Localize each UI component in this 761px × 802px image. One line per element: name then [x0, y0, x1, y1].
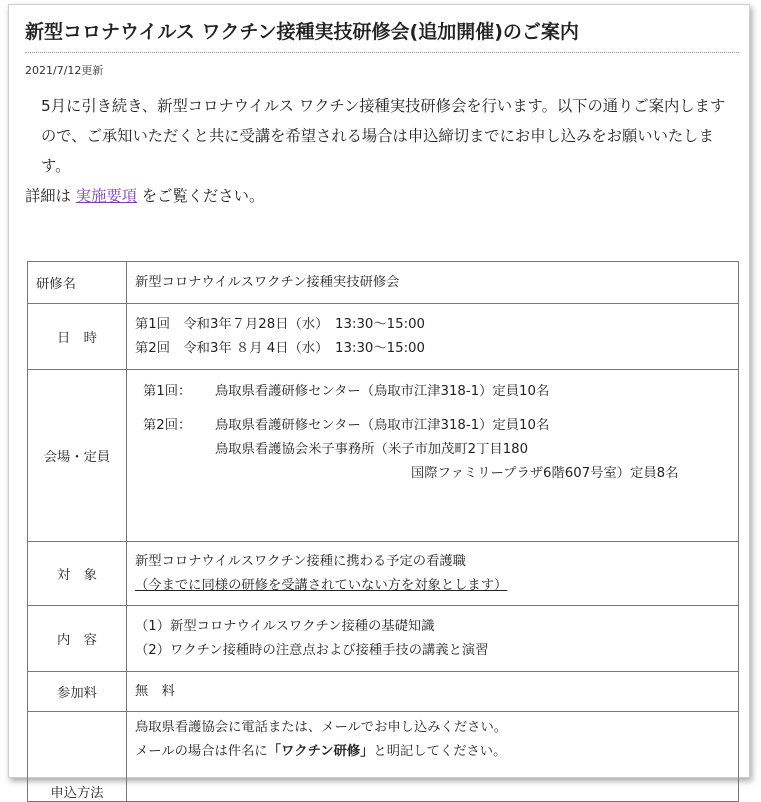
table-row-name	[28, 262, 739, 304]
details-line	[25, 181, 737, 211]
details-suffix: をご覧ください。	[141, 187, 265, 205]
apply-line-1: 鳥取県看護協会に電話または、メールでお申し込みください。	[135, 720, 508, 735]
seminar-info-table	[27, 261, 739, 802]
venue-session-2-line3	[135, 462, 738, 486]
datetime-line-1: 第1回 令和3年７月28日（水） 13:30～15:00	[135, 316, 425, 332]
venue-s1-key: 第1回：	[143, 384, 192, 399]
label-datetime: 日 時	[28, 304, 127, 370]
venue-s2-value1: 鳥取県看護研修センター（鳥取市江津318-1）定員10名	[215, 418, 550, 433]
target-line-2: （今までに同様の研修を受講されていない方を対象とします）	[135, 577, 508, 593]
apply-line-2-prefix: メールの場合は件名に	[135, 744, 268, 759]
label-fee: 参加料	[28, 672, 127, 712]
venue-session-1	[135, 380, 738, 404]
label-seminar-name: 研修名	[28, 262, 127, 304]
content-line-2: （2）ワクチン接種時の注意点および接種手技の講義と演習	[135, 642, 489, 658]
guidelines-link[interactable]: 実施要項	[75, 187, 137, 205]
value-datetime	[127, 304, 739, 370]
value-content	[127, 606, 739, 672]
table-row-target	[28, 542, 739, 606]
details-prefix: 詳細は	[25, 187, 71, 205]
target-line-1: 新型コロナウイルスワクチン接種に携わる予定の看護職	[135, 553, 466, 569]
table-row-content	[28, 606, 739, 672]
page-title: 新型コロナウイルス ワクチン接種実技研修会(追加開催)のご案内	[25, 17, 739, 53]
value-target	[127, 542, 739, 606]
label-venue: 会場・定員	[28, 370, 127, 542]
updated-date: 2021/7/12更新	[25, 64, 104, 77]
label-content: 内 容	[28, 606, 127, 672]
venue-session-2	[135, 414, 738, 438]
intro-text	[25, 91, 737, 211]
label-target: 対 象	[28, 542, 127, 606]
intro-paragraph: 5月に引き続き、新型コロナウイルス ワクチン接種実技研修会を行います。以下の通りご案内しますので、ご承知いただくと共に受講を希望される場合は申込締切までにお申し込みをお願いいたします。	[41, 97, 726, 175]
table-row-venue	[28, 370, 739, 542]
apply-line-2	[135, 740, 738, 764]
datetime-line-2: 第2回 令和3年 ８月 4日（水） 13:30～15:00	[135, 340, 425, 356]
table-row-apply	[28, 712, 739, 802]
table-row-fee	[28, 672, 739, 712]
venue-s1-value: 鳥取県看護研修センター（鳥取市江津318-1）定員10名	[215, 384, 550, 399]
label-apply: 申込方法	[28, 712, 127, 802]
apply-line-2-suffix: と明記してください。	[373, 744, 507, 759]
venue-s2-value3: 国際ファミリープラザ6階607号室）定員8名	[411, 466, 679, 481]
apply-subject-keyword: 「ワクチン研修」	[267, 744, 374, 759]
value-fee: 無 料	[127, 672, 739, 712]
value-apply	[127, 712, 739, 802]
article-frame	[8, 4, 750, 801]
venue-session-2-line2	[135, 438, 738, 462]
venue-s2-key: 第2回：	[143, 418, 192, 433]
table-row-datetime	[28, 304, 739, 370]
content-line-1: （1）新型コロナウイルスワクチン接種の基礎知識	[135, 618, 435, 634]
value-venue	[127, 370, 739, 542]
venue-s2-value2: 鳥取県看護協会米子事務所（米子市加茂町2丁目180	[215, 442, 529, 457]
value-seminar-name: 新型コロナウイルスワクチン接種実技研修会	[127, 262, 739, 304]
